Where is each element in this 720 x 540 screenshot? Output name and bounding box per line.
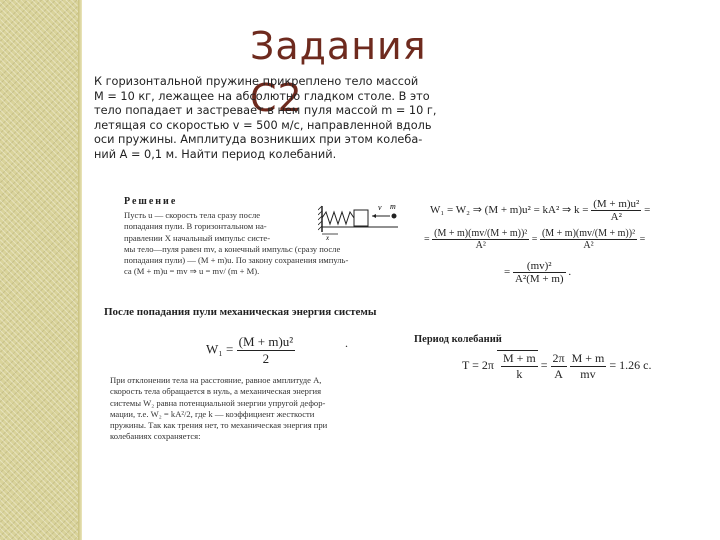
eq3-fraction [513,260,566,285]
solution-line: Пусть u — скорость тела сразу после [124,210,261,220]
solution-line: попадания пули. В горизонтальном на- [124,221,267,232]
eq3-num: (mv)² [513,260,566,273]
problem-line: К горизонтальной пружине прикреплено тело массой [94,75,419,88]
w1-den: 2 [262,351,270,366]
w1-fraction [237,334,296,367]
eq3-den: A²(M + m) [514,273,564,285]
amplitude-line: системы W₂ равна потенциальной энергии упругой дефор- [110,397,326,408]
eq2-den2: A² [583,240,594,251]
period-lhs: T = 2π [462,357,494,372]
solution-line: са (M + m)u = mv ⇒ u = mv/ (m + M). [124,266,260,277]
eq1-den: A² [610,211,622,223]
label-v: v [378,203,382,212]
eq3-tail: . [568,266,572,279]
slide-title: Задания С2 [250,24,427,120]
section2-heading: После попадания пули механическая энергия системы [104,306,377,318]
eq2-num2: (M + m)(mv/(M + m))² [541,228,636,239]
eq2-fraction1 [432,228,529,251]
amplitude-line: мации, т.е. W₂ = kA²/2, где k — коэффициент жесткости [110,408,315,419]
eq1-lhs: W₁ = W₂ ⇒ (M + m)u² = kA² ⇒ k = [430,204,589,217]
sqrt-num: M + m [502,351,536,365]
sqrt-radical [497,350,538,382]
amplitude-line: скорость тела обращается в нуль, а механическая энергия [110,386,322,397]
solution-line: попадания пули) — (M + m)u. По закону сохранения импуль- [124,255,349,266]
amplitude-line: При отклонении тела на расстояние, равное амплитуде A, [110,375,322,385]
energy-equations [424,198,670,294]
energy-eq-line1 [430,198,670,228]
formula-dot: . [345,336,348,350]
energy-eq-line3 [504,260,670,292]
period-formula [462,350,682,390]
eq2-lead: = [424,233,430,245]
f2-num: 2π [552,350,565,365]
eq1-fraction [591,198,641,223]
problem-line: M = 10 кг, лежащее на абсолютно гладком столе. В это [94,89,430,103]
body-block [354,210,368,226]
f2-den: A [554,366,563,381]
label-x: x [326,234,330,240]
eq1-num: (M + m)u² [593,198,640,210]
spring-figure [318,196,402,240]
amplitude-line: пружины. Так как трения нет, то механическая энергия при [110,420,328,431]
w1-lhs: W₁ = [206,341,234,357]
eq1-tail: = [644,204,651,217]
solution-line: правлении X начальный импульс систе- [124,232,271,243]
w1-num: (M + m)u² [238,334,294,349]
label-m: m [390,202,396,211]
period-fraction2 [551,351,567,382]
energy-eq-line2 [424,228,670,260]
amplitude-text [110,375,406,443]
eq2-den1: A² [475,240,486,251]
problem-line: летящая со скоростью v = 500 м/с, направленной вдоль [94,118,432,132]
eq2-fraction2 [540,228,637,251]
bullet [392,214,397,219]
period-label: Период колебаний [414,334,502,345]
decorative-sidebar [0,0,82,540]
f3-num: M + m [571,350,605,365]
problem-line: тело попадает и застревает в нем пуля массой m = 10 г, [94,104,437,118]
problem-line: оси пружины. Амплитуда возникших при этом колеба- [94,133,423,147]
eq3-lead: = [504,266,511,279]
problem-statement [94,75,436,163]
period-result: = 1.26 с. [609,357,652,372]
amplitude-line: колебаниях сохраняется: [110,431,201,442]
eq2-mid: = [531,233,538,245]
problem-line: ний A = 0,1 м. Найти период колебаний. [94,147,337,161]
period-mid: = [540,357,548,372]
solution-line: мы тело—пуля равен mv, а конечный импульс (сразу после [124,243,341,254]
eq2-num1: (M + m)(mv/(M + m))² [434,228,528,239]
period-fraction3 [570,351,607,382]
f3-den: mv [580,366,596,381]
w1-formula [206,334,346,368]
eq2-tail: = [639,233,646,245]
spring [322,212,354,224]
sqrt-fraction [501,351,538,382]
solution-heading: Решение [124,196,178,207]
sqrt-den: k [516,367,523,381]
